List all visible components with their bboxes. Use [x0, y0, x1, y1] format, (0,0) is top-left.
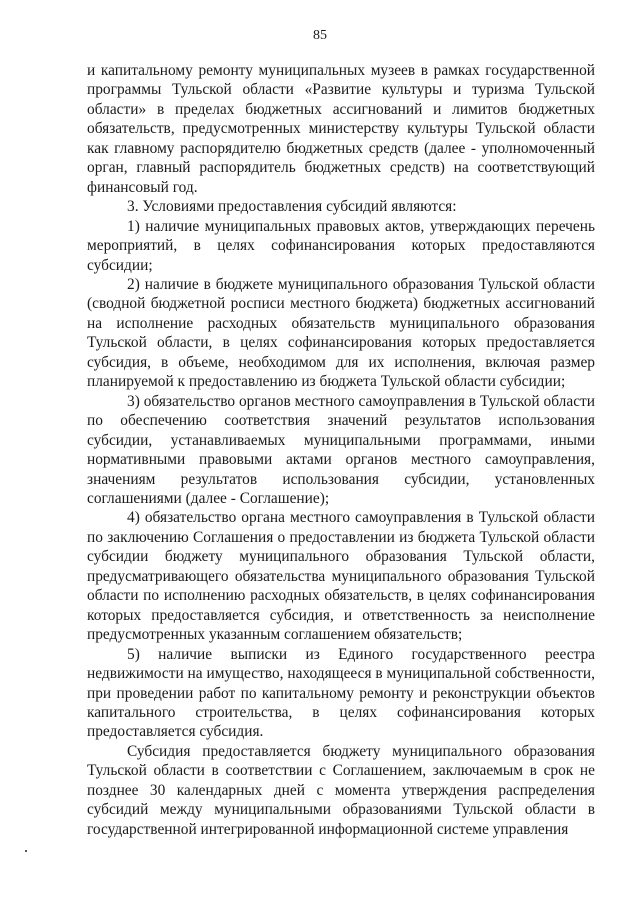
page-number: 85 [313, 28, 327, 43]
paragraph: 4) обязательство органа местного самоуправления в Тульской области по заключению Соглашения о предоставлении из бюджета Тульской области субсидии бюджету муниципального образования Тульской области, предусматривающего обязательства муниципального образования Тульской области по исполнению расходных обязательств, в целях софинансирования которых предоставляется субсидия, и ответственность за неисполнение предусмотренных указанным соглашением обязательств; [87, 509, 595, 644]
paragraph: 5) наличие выписки из Единого государственного реестра недвижимости на имущество, находящееся в муниципальной собственности, при проведении работ по капитальному ремонту и реконструкции объектов капитального строительства, в целях софинансирования которых предоставляется субсидия. [87, 645, 595, 741]
paragraph: Субсидия предоставляется бюджету муниципального образования Тульской области в соответствии с Соглашением, заключаемым в срок не позднее 30 календарных дней с момента утверждения распределения субсидий между муниципальными образованиями Тульской области в государственной интегрированной информационной системе управления [87, 742, 595, 838]
paragraph: 2) наличие в бюджете муниципального образования Тульской области (сводной бюджетной росписи местного бюджета) бюджетных ассигнований на исполнение расходных обязательств муниципального образования Тульской области, в целях софинансирования которых предоставляется субсидия, в объеме, необходимом для их исполнения, включая размер планируемой к предоставлению из бюджета Тульской области субсидии; [87, 275, 595, 391]
paragraph: и капитальному ремонту муниципальных музеев в рамках государственной программы Тульской области «Развитие культуры и туризма Тульской области» в пределах бюджетных ассигнований и лимитов бюджетных обязательств, предусмотренных министерству культуры Тульской области как главному распорядителю бюджетных средств (далее - уполномоченный орган, главный распорядитель бюджетных средств) на соответствующий финансовый год. [87, 62, 595, 196]
paragraph: 3) обязательство органов местного самоуправления в Тульской области по обеспечению соответствия значений результатов использования субсидии, устанавливаемых муниципальными программами, иными нормативными правовыми актами органов местного самоуправления, значениям результатов использования субсидии, установленных соглашениями (далее - Соглашение); [87, 392, 595, 507]
paragraph: 1) наличие муниципальных правовых актов, утверждающих перечень мероприятий, в целях софинансирования которых предоставляются субсидии; [87, 217, 595, 274]
document-body [87, 61, 595, 839]
paragraph: 3. Условиями предоставления субсидий являются: [127, 198, 457, 216]
scan-speck [25, 850, 27, 852]
